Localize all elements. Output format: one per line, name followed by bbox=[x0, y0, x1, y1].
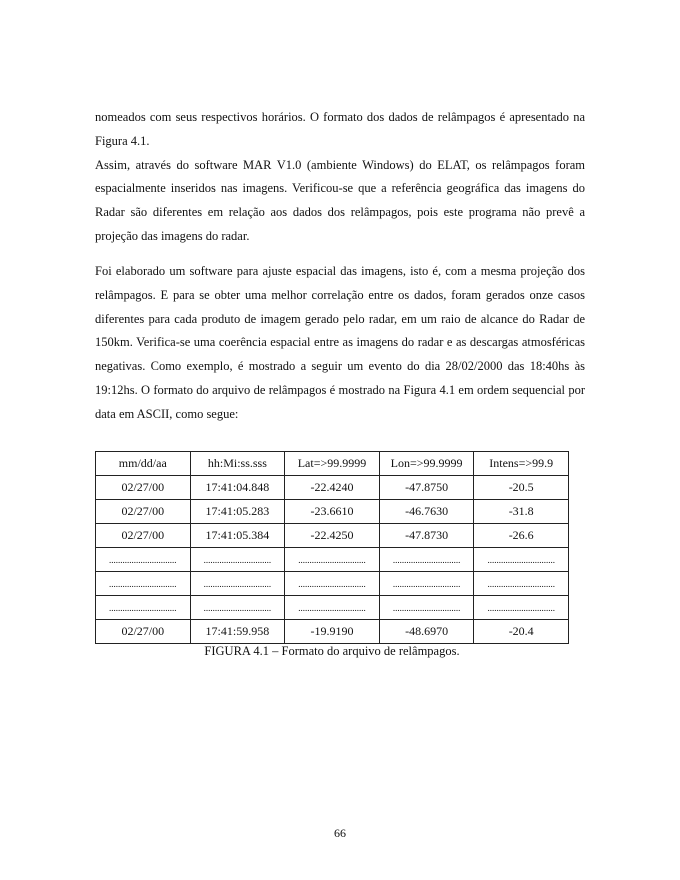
table-cell-ellipsis: .............................. bbox=[474, 596, 569, 620]
table-cell: -20.4 bbox=[474, 620, 569, 644]
table-cell: -31.8 bbox=[474, 500, 569, 524]
header-lon: Lon=>99.9999 bbox=[379, 452, 474, 476]
table-cell-ellipsis: .............................. bbox=[474, 572, 569, 596]
header-date: mm/dd/aa bbox=[96, 452, 191, 476]
table-cell-ellipsis: .............................. bbox=[96, 572, 191, 596]
table-cell-ellipsis: .............................. bbox=[190, 548, 285, 572]
table-cell: -46.7630 bbox=[379, 500, 474, 524]
paragraph-1: nomeados com seus respectivos horários. O formato dos dados de relâmpagos é apresentado na Figura 4.1. Assim, através do software MAR V1.0 (ambiente Windows) do ELAT, os relâmpagos foram espacialmente inseridos nas imagens. Verificou-se que a referência geográfica das imagens do Radar são diferentes em relação aos dados dos relâmpagos, pois este programa não prevê a projeção das imagens do radar. bbox=[95, 110, 585, 243]
table-cell: -19.9190 bbox=[285, 620, 380, 644]
table-header-row bbox=[96, 452, 569, 476]
table-cell: 02/27/00 bbox=[96, 620, 191, 644]
table-cell-ellipsis: .............................. bbox=[96, 596, 191, 620]
table-cell-ellipsis: .............................. bbox=[96, 548, 191, 572]
table-cell: 17:41:05.283 bbox=[190, 500, 285, 524]
table-cell: -22.4250 bbox=[285, 524, 380, 548]
header-lat: Lat=>99.9999 bbox=[285, 452, 380, 476]
table-cell: 17:41:59.958 bbox=[190, 620, 285, 644]
table-cell-ellipsis: .............................. bbox=[190, 572, 285, 596]
table-row bbox=[96, 548, 569, 572]
table-cell: -23.6610 bbox=[285, 500, 380, 524]
table-row bbox=[96, 524, 569, 548]
figure-caption: FIGURA 4.1 – Formato do arquivo de relâmpagos. bbox=[204, 644, 460, 658]
table-cell-ellipsis: .............................. bbox=[379, 548, 474, 572]
table-cell: -26.6 bbox=[474, 524, 569, 548]
table-cell-ellipsis: .............................. bbox=[285, 596, 380, 620]
paragraph-2: Foi elaborado um software para ajuste espacial das imagens, isto é, com a mesma projeção dos relâmpagos. E para se obter uma melhor correlação entre os dados, foram gerados onze casos diferentes para cada produto de imagem gerado pelo radar, em um raio de alcance do Radar de 150km. Verifica-se uma coerência espacial entre as imagens do radar e as descargas atmosféricas negativas. Como exemplo, é mostrado a seguir um evento do dia 28/02/2000 das 18:40hs às 19:12hs. O formato do arquivo de relâmpagos é mostrado na Figura 4.1 em ordem sequencial por data em ASCII, como segue: bbox=[95, 264, 585, 421]
table-cell: -47.8730 bbox=[379, 524, 474, 548]
table-row bbox=[96, 620, 569, 644]
table-cell: 02/27/00 bbox=[96, 524, 191, 548]
table-row bbox=[96, 500, 569, 524]
table-cell-ellipsis: .............................. bbox=[190, 596, 285, 620]
table-cell: -48.6970 bbox=[379, 620, 474, 644]
table-row bbox=[96, 476, 569, 500]
table-cell-ellipsis: .............................. bbox=[379, 572, 474, 596]
header-intens: Intens=>99.9 bbox=[474, 452, 569, 476]
lightning-data-table bbox=[95, 451, 569, 644]
page-number: 66 bbox=[334, 826, 346, 840]
table-row bbox=[96, 572, 569, 596]
table-cell-ellipsis: .............................. bbox=[285, 548, 380, 572]
table-cell-ellipsis: .............................. bbox=[379, 596, 474, 620]
table-cell: 17:41:04.848 bbox=[190, 476, 285, 500]
table-cell: 17:41:05.384 bbox=[190, 524, 285, 548]
table-cell: -20.5 bbox=[474, 476, 569, 500]
table-cell-ellipsis: .............................. bbox=[285, 572, 380, 596]
table-cell: -47.8750 bbox=[379, 476, 474, 500]
table-cell: 02/27/00 bbox=[96, 500, 191, 524]
header-time: hh:Mi:ss.sss bbox=[190, 452, 285, 476]
table-cell: 02/27/00 bbox=[96, 476, 191, 500]
table-cell-ellipsis: .............................. bbox=[474, 548, 569, 572]
table-row bbox=[96, 596, 569, 620]
table-cell: -22.4240 bbox=[285, 476, 380, 500]
